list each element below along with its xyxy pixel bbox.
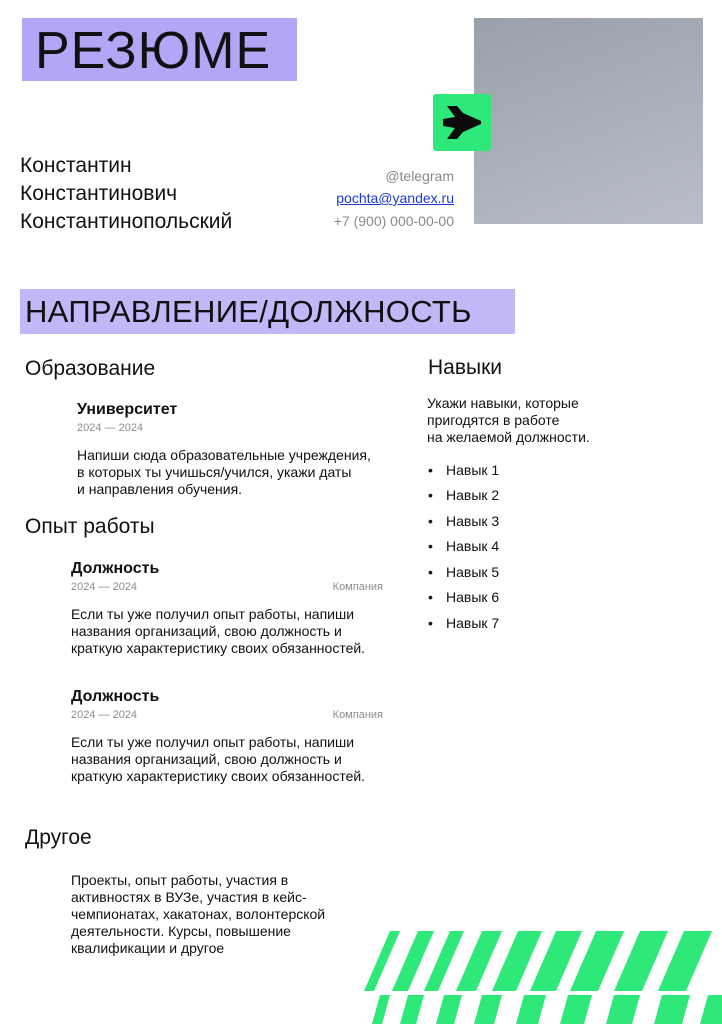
bullet: • <box>428 487 433 503</box>
bullet: • <box>428 615 433 631</box>
bullet: • <box>428 589 433 605</box>
skill-item <box>428 538 499 554</box>
education-years: 2024 — 2024 <box>77 422 144 434</box>
other-description-line: чемпионатах, хакатонах, волонтерской <box>71 906 326 922</box>
skill-item <box>428 513 499 529</box>
skill-label: Навык 2 <box>446 487 500 503</box>
job-title: Должность <box>71 560 160 577</box>
job-years: 2024 — 2024 <box>71 709 138 721</box>
other-description-line: деятельности. Курсы, повышение <box>71 923 291 939</box>
skills-description <box>427 395 590 446</box>
job-description-line: краткую характеристику своих обязанностей. <box>71 768 366 784</box>
education-heading: Образование <box>25 357 156 380</box>
job-description-line: названия организаций, свою должность и <box>71 623 342 639</box>
job-description <box>71 734 365 785</box>
bullet: • <box>428 538 433 554</box>
job-description <box>71 606 365 657</box>
job-title: Должность <box>71 688 160 705</box>
experience-heading: Опыт работы <box>25 515 155 538</box>
skill-label: Навык 3 <box>446 513 500 529</box>
skill-label: Навык 6 <box>446 589 500 605</box>
resume-title: РЕЗЮМЕ <box>35 22 272 80</box>
job-company: Компания <box>332 709 383 721</box>
telegram-arrow-icon[interactable] <box>433 94 491 151</box>
university-name: Университет <box>77 401 178 418</box>
other-description-line: квалификации и другое <box>71 940 225 956</box>
skill-item <box>428 487 499 503</box>
other-description <box>71 872 325 957</box>
position-title: НАПРАВЛЕНИЕ/ДОЛЖНОСТЬ <box>25 294 472 329</box>
other-description-line: активностях в ВУЗе, участия в кейс- <box>71 889 307 905</box>
profile-photo <box>474 18 703 224</box>
name-first: Константин <box>20 154 132 177</box>
job-years: 2024 — 2024 <box>71 581 138 593</box>
education-description-line: в которых ты учишься/учился, укажи даты <box>77 464 352 480</box>
skill-label: Навык 1 <box>446 462 500 478</box>
name-last: Константинопольский <box>20 210 233 233</box>
skills-description-line: пригодятся в работе <box>427 412 560 428</box>
email-link[interactable]: pochta@yandex.ru <box>336 190 454 206</box>
job-description-line: названия организаций, свою должность и <box>71 751 342 767</box>
bullet: • <box>428 513 433 529</box>
education-description <box>77 447 371 498</box>
skill-item <box>428 564 499 580</box>
skill-label: Навык 5 <box>446 564 500 580</box>
other-heading: Другое <box>25 826 92 849</box>
skill-label: Навык 4 <box>446 538 500 554</box>
bullet: • <box>428 564 433 580</box>
job-company: Компания <box>332 581 383 593</box>
bullet: • <box>428 462 433 478</box>
job-description-line: Если ты уже получил опыт работы, напиши <box>71 606 355 622</box>
education-description-line: и направления обучения. <box>77 481 243 497</box>
telegram-handle[interactable]: @telegram <box>385 168 454 184</box>
skill-item <box>428 615 499 631</box>
skill-item <box>428 462 499 478</box>
decorative-stripes <box>360 925 722 1024</box>
skill-item <box>428 589 499 605</box>
other-description-line: Проекты, опыт работы, участия в <box>71 872 289 888</box>
skills-description-line: Укажи навыки, которые <box>427 395 579 411</box>
name-patronymic: Константинович <box>20 182 178 205</box>
skills-description-line: на желаемой должности. <box>427 429 590 445</box>
job-description-line: Если ты уже получил опыт работы, напиши <box>71 734 355 750</box>
skills-heading: Навыки <box>428 356 503 379</box>
education-description-line: Напиши сюда образовательные учреждения, <box>77 447 371 463</box>
job-description-line: краткую характеристику своих обязанностей. <box>71 640 366 656</box>
phone-number: +7 (900) 000-00-00 <box>333 213 454 229</box>
skill-label: Навык 7 <box>446 615 500 631</box>
